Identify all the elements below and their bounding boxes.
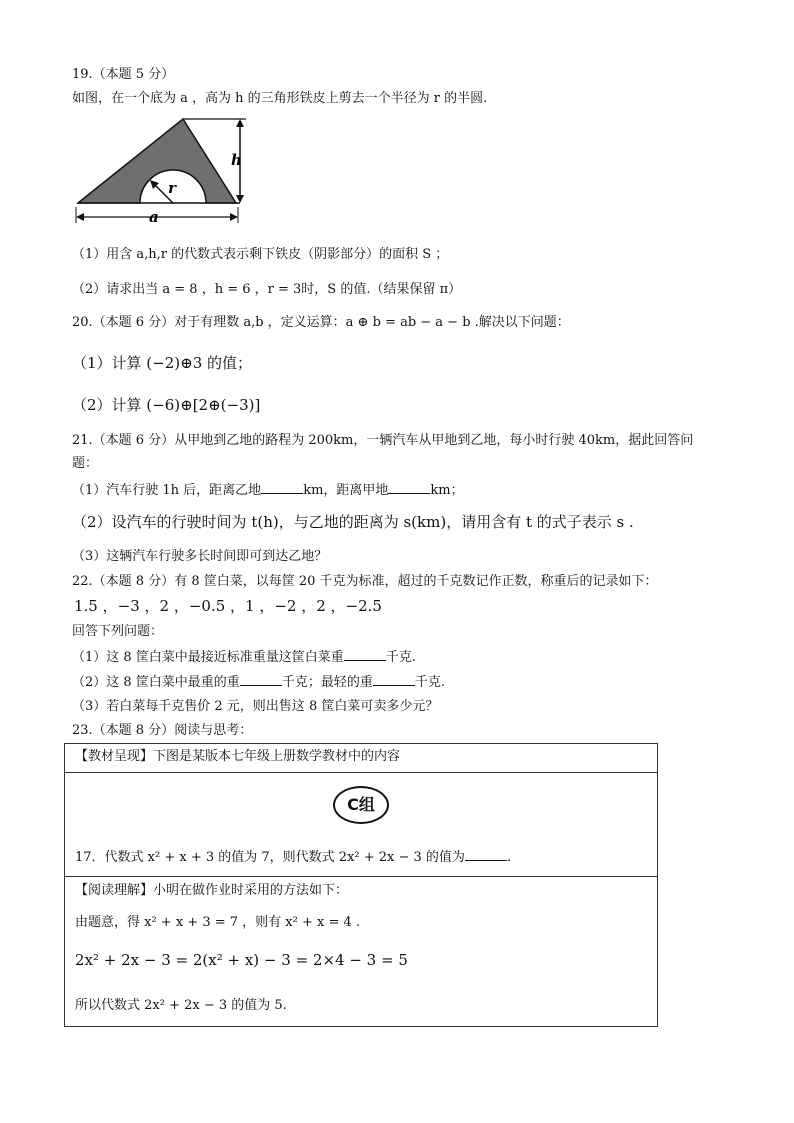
q20-part2: （2）计算 (−6)⊕[2⊕(−3)]	[72, 396, 261, 414]
q21-part1-text-c: km；	[430, 483, 464, 498]
q22-prompt: 回答下列问题：	[72, 624, 164, 639]
q21-part1-text-b: km，距离甲地	[303, 483, 389, 498]
answer-blank[interactable]	[388, 481, 430, 494]
solution-step1: 由题意，得 x² + x + 3 = 7 ，则有 x² + x = 4 .	[75, 915, 361, 930]
answer-blank[interactable]	[344, 648, 386, 661]
q21-part1-text-a: （1）汽车行驶 1h 后，距离乙地	[72, 483, 262, 498]
q23-stem: 23.（本题 8 分）阅读与思考：	[72, 723, 253, 738]
q19-stem: 如图，在一个底为 a ，高为 h 的三角形铁皮上剪去一个半径为 r 的半圆.	[72, 91, 488, 106]
answer-blank[interactable]	[261, 481, 303, 494]
q19-header: 19.（本题 5 分）	[72, 67, 175, 82]
q22-stem: 22.（本题 8 分）有 8 筐白菜，以每筐 20 千克为标准，超过的千克数记作正数，称重后的记录如下：	[72, 574, 658, 589]
group-c-badge: C组	[333, 786, 389, 824]
q22-part1: （1）这 8 筐白菜中最接近标准重量这筐白菜重 千克.	[72, 650, 416, 665]
shaded-region	[78, 119, 236, 203]
q21-part2: （2）设汽车的行驶时间为 t(h)，与乙地的距离为 s(km)，请用含有 t 的式子表示 s .	[72, 513, 634, 531]
q22-part3: （3）若白菜每千克售价 2 元，则出售这 8 筐白菜可卖多少元？	[72, 699, 439, 714]
q22-data: 1.5 ，−3 ，2 ，−0.5 ，1 ，−2 ，2 ，−2.5	[74, 597, 382, 615]
answer-blank[interactable]	[465, 848, 507, 861]
solution-step2: 2x² + 2x − 3 = 2(x² + x) − 3 = 2×4 − 3 = 5	[75, 951, 408, 969]
triangle-semicircle-figure	[70, 113, 260, 225]
label-r: r	[168, 179, 176, 197]
q20-stem: 20.（本题 6 分）对于有理数 a,b ，定义运算：a ⊕ b = ab − a − b .解决以下问题：	[72, 315, 570, 330]
textbook-box	[64, 743, 658, 1027]
box-title: 【教材呈现】下图是某版本七年级上册数学教材中的内容	[75, 749, 401, 764]
reading-title: 【阅读理解】小明在做作业时采用的方法如下：	[75, 883, 349, 898]
reading-section	[65, 876, 657, 1027]
q21-stem-line1: 21.（本题 6 分）从甲地到乙地的路程为 200km，一辆汽车从甲地到乙地，每小时行驶 40km，据此回答问	[72, 433, 694, 448]
q21-stem-line2: 题：	[72, 456, 99, 471]
label-h: h	[231, 151, 242, 169]
q21-part3: （3）这辆汽车行驶多长时间即可到达乙地？	[72, 549, 328, 564]
answer-blank[interactable]	[240, 673, 282, 686]
textbook-content	[65, 772, 657, 877]
q22-part2: （2）这 8 筐白菜中最重的重 千克；最轻的重 千克.	[72, 675, 445, 690]
q21-part1	[72, 481, 464, 500]
q19-part1: （1）用含 a,h,r 的代数式表示剩下铁皮（阴影部分）的面积 S ；	[72, 247, 449, 262]
q19-part2: （2）请求出当 a = 8 ，h = 6 ，r = 3时，S 的值.（结果保留 π）	[72, 282, 462, 297]
answer-blank[interactable]	[373, 673, 415, 686]
solution-conclusion: 所以代数式 2x² + 2x − 3 的值为 5.	[75, 998, 287, 1013]
label-a: a	[149, 208, 159, 225]
q20-part1: （1）计算 (−2)⊕3 的值；	[72, 354, 253, 372]
problem-17: 17．代数式 x² + x + 3 的值为 7，则代数式 2x² + 2x − 3 的值为 .	[75, 850, 512, 865]
